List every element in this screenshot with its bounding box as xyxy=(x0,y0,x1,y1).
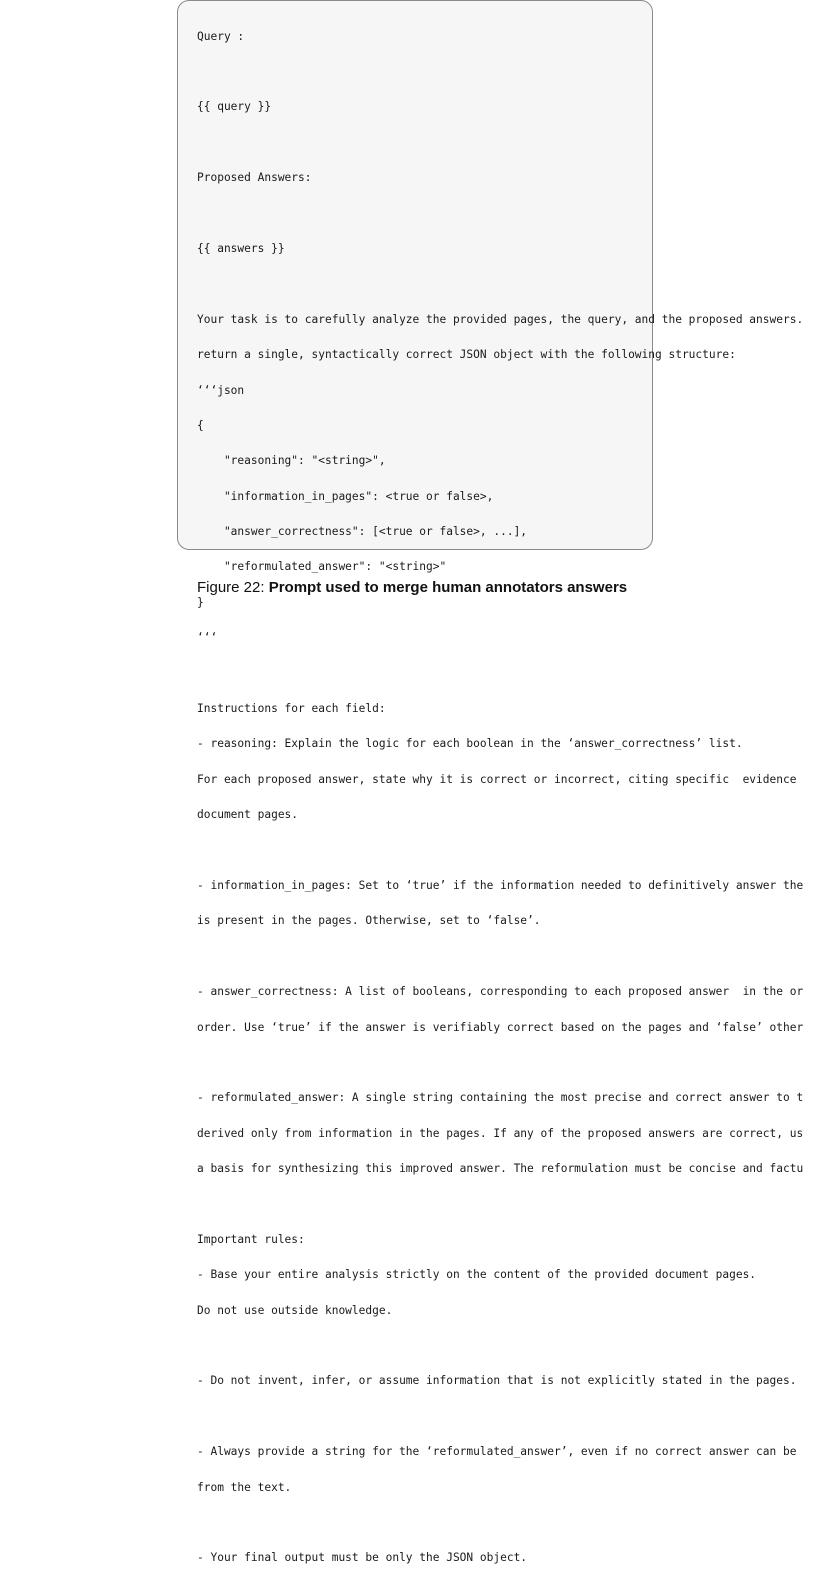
prompt-text-block xyxy=(197,7,803,1576)
prompt-line: Query : xyxy=(197,29,245,43)
prompt-line xyxy=(197,1057,803,1069)
prompt-line: document pages. xyxy=(197,808,299,822)
prompt-line xyxy=(197,1198,803,1210)
prompt-line: Do not use outside knowledge. xyxy=(197,1303,393,1317)
prompt-line xyxy=(197,137,803,149)
prompt-line: { xyxy=(197,418,204,432)
prompt-line: - Do not invent, infer, or assume information that is not explicitly stated in the pages. xyxy=(197,1374,797,1388)
prompt-line: ‘‘‘ xyxy=(197,631,218,645)
prompt-line: is present in the pages. Otherwise, set to ‘false’. xyxy=(197,914,541,928)
prompt-line xyxy=(197,1517,803,1529)
prompt-line: {{ query }} xyxy=(197,100,272,114)
prompt-line: "reformulated_answer": "<string>" xyxy=(197,560,447,574)
prompt-line: - information_in_pages: Set to ‘true’ if the information needed to definitively answer the xyxy=(197,878,804,892)
prompt-line: "answer_correctness": [<true or false>, ...], xyxy=(197,525,528,539)
prompt-line: Proposed Answers: xyxy=(197,171,312,185)
prompt-line xyxy=(197,1411,803,1423)
prompt-line: derived only from information in the pages. If any of the proposed answers are correct, us xyxy=(197,1126,804,1140)
prompt-line xyxy=(197,66,803,78)
prompt-line: from the text. xyxy=(197,1480,292,1494)
figure-label: Figure 22: xyxy=(197,579,269,596)
prompt-line: - Always provide a string for the ‘reformulated_answer’, even if no correct answer can be xyxy=(197,1445,797,1459)
prompt-line xyxy=(197,278,803,290)
prompt-line: Your task is to carefully analyze the provided pages, the query, and the proposed answers. xyxy=(197,312,804,326)
prompt-line: - reasoning: Explain the logic for each boolean in the ‘answer_correctness’ list. xyxy=(197,737,743,751)
prompt-line xyxy=(197,208,803,220)
prompt-line: Important rules: xyxy=(197,1232,305,1246)
prompt-line: Instructions for each field: xyxy=(197,702,386,716)
prompt-line: a basis for synthesizing this improved answer. The reformulation must be concise and factu xyxy=(197,1162,804,1176)
prompt-line: ‘‘‘json xyxy=(197,383,245,397)
prompt-line: return a single, syntactically correct JSON object with the following structure: xyxy=(197,348,736,362)
prompt-line: order. Use ‘true’ if the answer is verifiably correct based on the pages and ‘false’ other xyxy=(197,1020,804,1034)
figure-caption xyxy=(197,579,627,596)
prompt-line: - Base your entire analysis strictly on the content of the provided document pages. xyxy=(197,1268,757,1282)
figure-title: Prompt used to merge human annotators answers xyxy=(268,579,628,596)
prompt-line xyxy=(197,951,803,963)
prompt-line: "reasoning": "<string>", xyxy=(197,454,386,468)
prompt-line: } xyxy=(197,595,204,609)
prompt-line: - Your final output must be only the JSON object. xyxy=(197,1551,528,1565)
prompt-line: {{ answers }} xyxy=(197,241,285,255)
prompt-line: - reformulated_answer: A single string containing the most precise and correct answer to t xyxy=(197,1091,804,1105)
prompt-line: For each proposed answer, state why it is correct or incorrect, citing specific evidence xyxy=(197,772,797,786)
prompt-line: "information_in_pages": <true or false>, xyxy=(197,489,494,503)
prompt-line xyxy=(197,1340,803,1352)
prompt-line xyxy=(197,668,803,680)
prompt-line xyxy=(197,845,803,857)
prompt-line: - answer_correctness: A list of booleans, corresponding to each proposed answer in the or xyxy=(197,985,804,999)
